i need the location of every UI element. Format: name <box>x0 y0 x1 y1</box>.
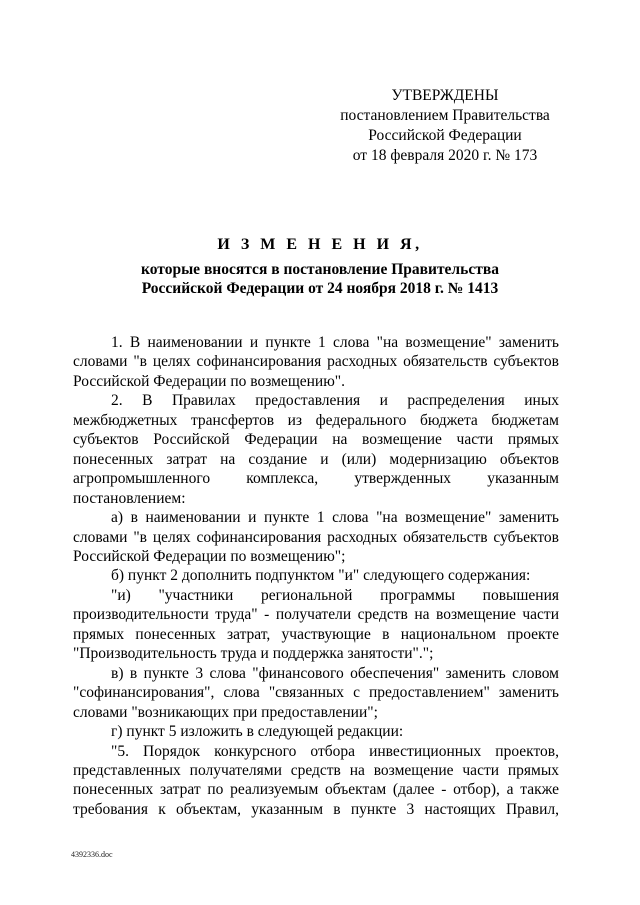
paragraph-2: 2. В Правилах предоставления и распределения иных межбюджетных трансфертов из федерального бюджета бюджетам субъектов Российской Федерации на возмещение части прямых понесенных затрат на создание и (или) модернизацию объектов агропромышленного комплекса, утвержденных указанным постановлением: <box>73 392 559 507</box>
document-title: И З М Е Н Е Н И Я, <box>217 236 423 253</box>
paragraph-2g: г) пункт 5 изложить в следующей редакции: <box>111 723 404 741</box>
footer-doc-id: 4392336.doc <box>71 850 113 859</box>
approval-line-date-number: от 18 февраля 2020 г. № 173 <box>352 147 538 164</box>
approval-line-resolution: постановлением Правительства <box>340 107 550 124</box>
subtitle-line-2: Российской Федерации от 24 ноября 2018 г. № 1413 <box>141 280 499 297</box>
subtitle-line-1: которые вносятся в постановление Правительства <box>141 261 499 278</box>
paragraph-2g-text: "5. Порядок конкурсного отбора инвестиционных проектов, представленных получателями средств на возмещение части прямых понесенных затрат по реализуемым объектам (далее - отбор), а также требования к объектам, указанным в пункте 3 настоящих Правил, <box>73 742 559 818</box>
approval-block <box>330 86 560 166</box>
paragraph-2b-text: "и) "участники региональной программы повышения производительности труда" - получатели средств на возмещение части прямых понесенных затрат, участвующие в национальном проекте "Производительность труда и поддержка занятости"."; <box>73 586 559 663</box>
paragraph-2a: а) в наименовании и пункте 1 слова "на возмещение" заменить словами "в целях софинансирования расходных обязательств субъектов Российской Федерации по возмещению"; <box>73 509 559 565</box>
document-subtitle <box>60 260 580 298</box>
paragraph-1: 1. В наименовании и пункте 1 слова "на возмещение" заменить словами "в целях софинансирования расходных обязательств субъектов Российской Федерации по возмещению". <box>73 334 559 390</box>
paragraph-2v: в) в пункте 3 слова "финансового обеспечения" заменить словом "софинансирования", слова "связанных с предоставлением" заменить словами "возникающих при предоставлении"; <box>73 664 559 721</box>
approval-line-federation: Российской Федерации <box>368 127 522 144</box>
document-body <box>73 333 559 819</box>
approval-line-approved: УТВЕРЖДЕНЫ <box>391 87 499 104</box>
paragraph-2b: б) пункт 2 дополнить подпунктом "и" следующего содержания: <box>111 567 531 585</box>
